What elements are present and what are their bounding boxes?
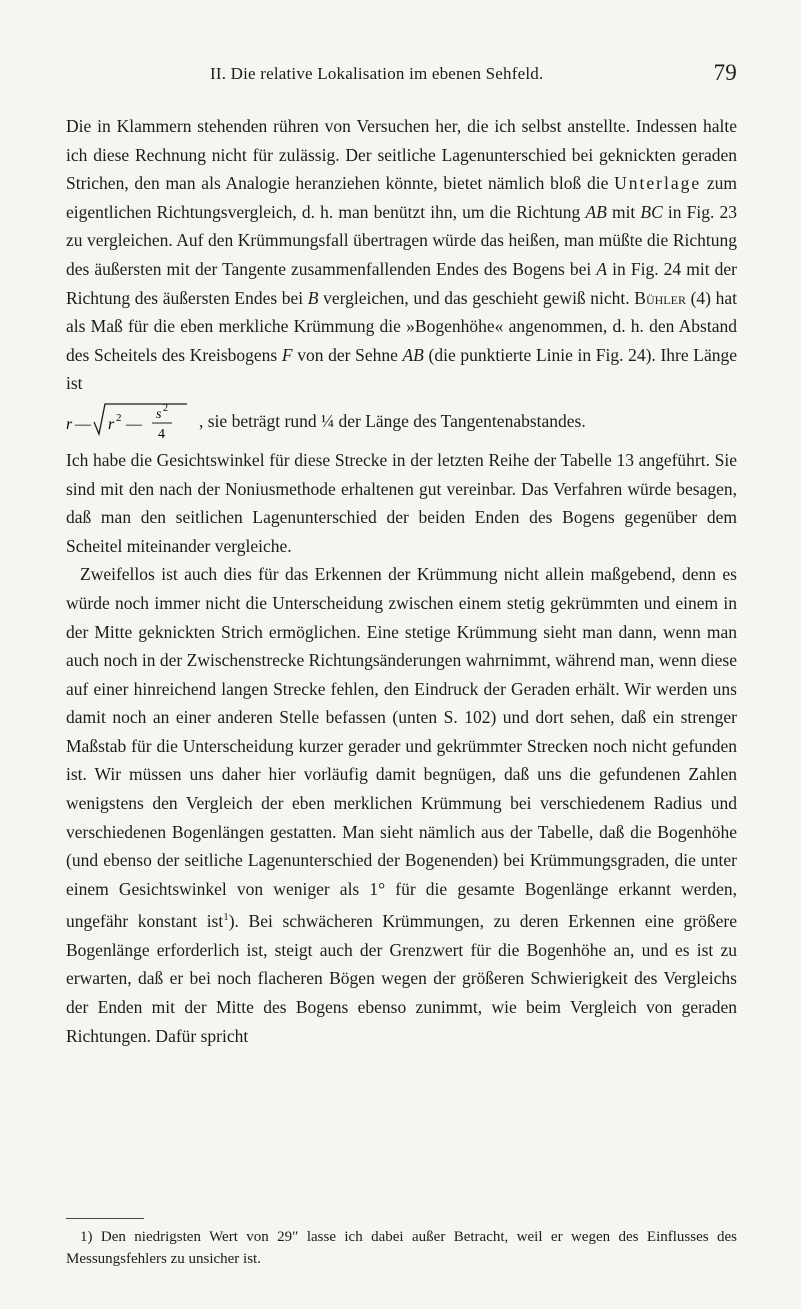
footnote-ref: 1 <box>223 911 229 924</box>
paragraph-3 <box>66 560 737 1050</box>
paragraph-2: Ich habe die Gesichtswinkel für diese Strecke in der letzten Reihe der Tabelle 13 angeführt. Sie sind mit den nach der Noniusmethode erhaltenen gut vereinbar. Das Verfahren würde besagen, daß man den seitlichen Lagenunterschied der beiden Enden des Bogens gegenüber dem Scheitel miteinander vergleiche. <box>66 449 737 556</box>
text-run: Die in Klammern stehenden rühren von Versuchen her, die ich selbst anstellte. Indessen halte ich diese Rechnung nicht für zulässig. Der seitliche Lagenunterschied bei geknickten geraden Strichen, den man als Analogie heranziehen könnte, bietet nämlich bloß die <box>66 116 737 194</box>
author-name: Bühler <box>634 287 686 308</box>
main-text <box>66 112 737 1050</box>
math-symbol: B <box>307 287 319 308</box>
formula-s-squared: s <box>156 406 162 422</box>
math-symbol: AB <box>585 201 607 222</box>
formula-denominator: 4 <box>158 426 165 442</box>
formula-minus-2: — <box>126 415 142 433</box>
formula-exponent-2: 2 <box>163 402 168 414</box>
math-symbol: A <box>596 258 608 279</box>
text-run: mit <box>606 201 641 222</box>
paragraph-1 <box>66 112 737 398</box>
spaced-term: Unterlage <box>614 173 702 194</box>
text-run: in Fig. 24 mit der Richtung des äußersten Endes bei <box>66 258 738 308</box>
formula-continuation: , sie beträgt rund ¼ der Länge des Tangentenabstandes. <box>199 410 586 431</box>
footnote-divider <box>66 1218 144 1219</box>
text-run: Zweifellos ist auch dies für das Erkennen der Krümmung nicht allein maßgebend, denn es würde noch immer nicht die Unterscheidung zwischen einem stetig gekrümmten und einem in der Mitte geknickten Strich ermöglichen. Eine stetige Krümmung sieht man dann, wenn man auch noch in der Zwischenstrecke Richtungsänderungen wahrnimmt, während man, wenn diese auf einer hinreichend langen Strecke fehlen, den Eindruck der Geraden erhält. Wir werden uns damit noch an einer anderen Stelle befassen (unten S. 102) und dort sehen, daß ein strenger Maßstab für die Unterscheidung kurzer gerader und gekrümmter Strecken noch nicht gefunden ist. Wir müssen uns daher hier vorläufig damit begnügen, daß uns die gefundenen Zahlen wenigstens den Vergleich der eben merklichen Krümmung bei verschiedenem Radius und verschiedenen Bogenlängen gestatten. Man sieht nämlich aus der Tabelle, daß die Bogenhöhe (und ebenso der seitliche Lagenunterschied der Bogenenden) bei Krümmungsgraden, die unter einem Gesichtswinkel von weniger als 1° für die gesamte Bogenlänge erkannt werden, ungefähr konstant ist <box>66 564 737 932</box>
footnote: 1) Den niedrigsten Wert von 29″ lasse ich dabei außer Betracht, weil er wegen des Einflusses des Messungsfehlers zu unsicher ist. <box>66 1229 737 1267</box>
math-symbol: F <box>281 344 293 365</box>
text-run: (die punktierte Linie in Fig. 24). Ihre Länge ist <box>66 344 737 394</box>
math-symbol: BC <box>640 201 663 222</box>
text-run: in Fig. 23 zu vergleichen. Auf den Krümmungsfall übertragen würde das heißen, man müßte die Richtung des äußersten mit der Tangente zusammenfallenden Endes des Bogens bei <box>66 201 738 279</box>
text-run: zum eigentlichen Richtungsvergleich, d. h. man benützt ihn, um die Richtung <box>66 173 737 222</box>
sagitta-formula <box>66 400 189 442</box>
text-run: (4) hat als Maß für die eben merkliche Krümmung die »Bogenhöhe« angenommen, d. h. den Abstand des Scheitels des Kreisbogens <box>66 287 737 365</box>
math-symbol: AB <box>402 344 424 365</box>
formula-r-squared: r <box>108 415 115 433</box>
text-run: ). Bei schwächeren Krümmungen, zu deren Erkennen eine größere Bogenlänge erforderlich ist, steigt auch der Grenzwert für die Bogenhöhe an, und es ist zu erwarten, daß er bei noch flacheren Bögen wegen der größeren Schwierigkeit des Vergleichs der Enden mit der Mitte des Bogens ebenso zunimmt, wie beim Vergleich von geraden Richtungen. Dafür spricht <box>66 911 738 1046</box>
formula-line <box>66 400 737 442</box>
chapter-title: II. Die relative Lokalisation im ebenen Sehfeld. <box>210 64 544 83</box>
formula-exponent: 2 <box>116 411 122 424</box>
text-run: von der Sehne <box>292 344 403 365</box>
formula-r: r <box>66 415 73 433</box>
text-run: vergleichen, und das geschieht gewiß nicht. <box>318 287 635 308</box>
formula-minus: — <box>75 415 91 433</box>
page-number: 79 <box>713 60 737 85</box>
